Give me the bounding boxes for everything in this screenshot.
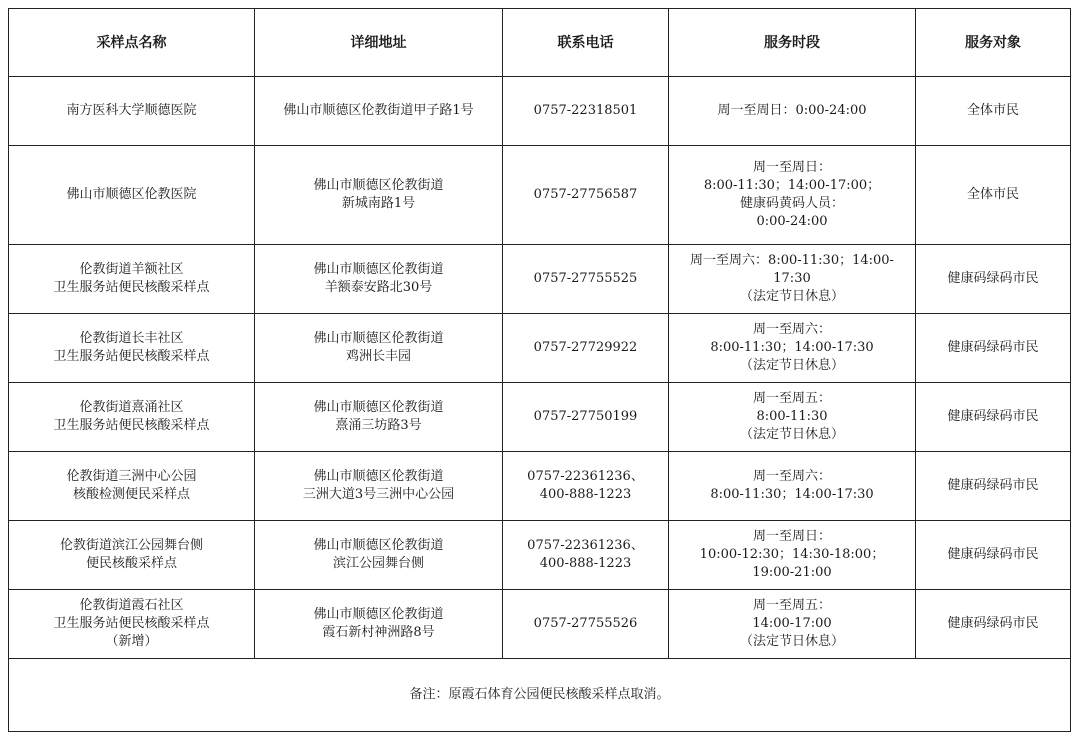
address-cell — [255, 383, 503, 452]
hours-line: 周一至周六： — [752, 469, 831, 484]
hours-cell — [669, 245, 916, 314]
hours-line: （法定节日休息） — [739, 289, 844, 304]
site-name-line: 卫生服务站便民核酸采样点 — [53, 349, 210, 364]
table-header-row — [9, 9, 1071, 77]
phone-cell — [503, 245, 669, 314]
hours-cell — [669, 590, 916, 659]
phone-line: 0757-27729922 — [533, 340, 638, 355]
header-site-name: 采样点名称 — [9, 9, 255, 77]
site-name-line: 卫生服务站便民核酸采样点 — [53, 418, 210, 433]
hours-line: 周一至周日： — [752, 160, 831, 175]
hours-line: 周一至周六： — [752, 322, 831, 337]
site-name-cell — [9, 521, 255, 590]
address-cell — [255, 590, 503, 659]
hours-line: 8:00-11:30；14:00-17:30 — [710, 487, 874, 502]
target-cell — [916, 314, 1071, 383]
target-text: 全体市民 — [966, 187, 1019, 202]
table-row — [9, 521, 1071, 590]
phone-line: 400-888-1223 — [539, 556, 632, 571]
hours-line: （法定节日休息） — [739, 427, 844, 442]
site-name-line: 伦教街道羊额社区 — [79, 262, 184, 277]
target-text: 健康码绿码市民 — [947, 616, 1039, 631]
target-cell — [916, 77, 1071, 146]
target-text: 健康码绿码市民 — [947, 340, 1039, 355]
hours-line: 周一至周六：8:00-11:30；14:00- — [690, 253, 894, 268]
site-name-line: 伦教街道霞石社区 — [79, 598, 184, 613]
hours-cell — [669, 77, 916, 146]
phone-line: 0757-22361236、 — [527, 469, 644, 484]
phone-cell — [503, 590, 669, 659]
target-cell — [916, 590, 1071, 659]
note-text: 备注：原霞石体育公园便民核酸采样点取消。 — [409, 687, 670, 702]
hours-line: 10:00-12:30；14:30-18:00； — [699, 547, 885, 562]
table-row — [9, 314, 1071, 383]
address-cell — [255, 245, 503, 314]
phone-line: 0757-27755525 — [533, 271, 638, 286]
hours-cell — [669, 146, 916, 245]
address-line: 霞石新村神洲路8号 — [322, 625, 435, 640]
target-text: 健康码绿码市民 — [947, 478, 1039, 493]
target-cell — [916, 452, 1071, 521]
hours-line: 14:00-17:00 — [752, 616, 832, 631]
address-line: 三洲大道3号三洲中心公园 — [302, 487, 455, 502]
address-line: 佛山市顺德区伦教街道 — [313, 400, 444, 415]
site-name-line: 佛山市顺德区伦教医院 — [66, 187, 197, 202]
address-line: 佛山市顺德区伦教街道 — [313, 469, 444, 484]
site-name-cell — [9, 245, 255, 314]
address-line: 佛山市顺德区伦教街道 — [313, 178, 444, 193]
phone-line: 0757-27750199 — [533, 409, 638, 424]
table-row — [9, 383, 1071, 452]
phone-line: 0757-22318501 — [533, 103, 638, 118]
target-cell — [916, 146, 1071, 245]
hours-line: 0:00-24:00 — [756, 214, 828, 229]
site-name-line: 便民核酸采样点 — [85, 556, 177, 571]
hours-line: 8:00-11:30 — [756, 409, 828, 424]
site-name-cell — [9, 383, 255, 452]
hours-cell — [669, 383, 916, 452]
target-text: 全体市民 — [966, 103, 1019, 118]
site-name-cell — [9, 314, 255, 383]
hours-line: 8:00-11:30；14:00-17:00； — [703, 178, 881, 193]
target-cell — [916, 245, 1071, 314]
hours-line: 周一至周日： — [752, 529, 831, 544]
site-name-line: 伦教街道三洲中心公园 — [66, 469, 197, 484]
hours-line: 17:30 — [773, 271, 811, 286]
site-name-line: 卫生服务站便民核酸采样点 — [53, 616, 210, 631]
site-name-line: （新增） — [105, 634, 158, 649]
target-cell — [916, 521, 1071, 590]
table-row — [9, 245, 1071, 314]
address-cell — [255, 146, 503, 245]
site-name-line: 核酸检测便民采样点 — [72, 487, 190, 502]
table-row — [9, 146, 1071, 245]
site-name-line: 卫生服务站便民核酸采样点 — [53, 280, 210, 295]
site-name-line: 南方医科大学顺德医院 — [66, 103, 197, 118]
target-text: 健康码绿码市民 — [947, 547, 1039, 562]
header-hours: 服务时段 — [669, 9, 916, 77]
address-cell — [255, 452, 503, 521]
address-line: 鸡洲长丰园 — [345, 349, 411, 364]
sampling-sites-table — [8, 8, 1071, 732]
table-row — [9, 77, 1071, 146]
table-row — [9, 590, 1071, 659]
hours-line: （法定节日休息） — [739, 634, 844, 649]
note-row — [9, 659, 1071, 732]
phone-cell — [503, 314, 669, 383]
phone-cell — [503, 77, 669, 146]
address-line: 佛山市顺德区伦教街道 — [313, 262, 444, 277]
phone-line: 0757-27755526 — [533, 616, 638, 631]
target-text: 健康码绿码市民 — [947, 271, 1039, 286]
phone-cell — [503, 146, 669, 245]
sampling-sites-table-container — [8, 8, 1070, 732]
hours-line: （法定节日休息） — [739, 358, 844, 373]
phone-cell — [503, 383, 669, 452]
address-line: 佛山市顺德区伦教街道 — [313, 331, 444, 346]
hours-cell — [669, 452, 916, 521]
address-line: 熹涌三坊路3号 — [335, 418, 422, 433]
address-line: 滨江公园舞台侧 — [332, 556, 424, 571]
note-cell — [9, 659, 1071, 732]
phone-line: 0757-27756587 — [533, 187, 638, 202]
site-name-line: 伦教街道滨江公园舞台侧 — [59, 538, 203, 553]
phone-cell — [503, 452, 669, 521]
header-address: 详细地址 — [255, 9, 503, 77]
address-line: 羊额泰安路北30号 — [324, 280, 433, 295]
phone-line: 400-888-1223 — [539, 487, 632, 502]
hours-line: 周一至周日：0:00-24:00 — [717, 103, 867, 118]
phone-line: 0757-22361236、 — [527, 538, 644, 553]
hours-line: 健康码黄码人员： — [739, 196, 844, 211]
hours-line: 周一至周五： — [752, 598, 831, 613]
site-name-cell — [9, 77, 255, 146]
address-cell — [255, 314, 503, 383]
address-line: 佛山市顺德区伦教街道 — [313, 538, 444, 553]
address-cell — [255, 521, 503, 590]
address-line: 新城南路1号 — [341, 196, 416, 211]
header-target: 服务对象 — [916, 9, 1071, 77]
header-phone: 联系电话 — [503, 9, 669, 77]
hours-cell — [669, 314, 916, 383]
target-text: 健康码绿码市民 — [947, 409, 1039, 424]
site-name-cell — [9, 146, 255, 245]
target-cell — [916, 383, 1071, 452]
site-name-line: 伦教街道长丰社区 — [79, 331, 184, 346]
site-name-cell — [9, 452, 255, 521]
hours-line: 周一至周五： — [752, 391, 831, 406]
hours-cell — [669, 521, 916, 590]
table-row — [9, 452, 1071, 521]
phone-cell — [503, 521, 669, 590]
address-line: 佛山市顺德区伦教街道 — [313, 607, 444, 622]
address-cell — [255, 77, 503, 146]
site-name-cell — [9, 590, 255, 659]
hours-line: 8:00-11:30；14:00-17:30 — [710, 340, 874, 355]
address-line: 佛山市顺德区伦教街道甲子路1号 — [283, 103, 474, 118]
hours-line: 19:00-21:00 — [752, 565, 832, 580]
site-name-line: 伦教街道熹涌社区 — [79, 400, 184, 415]
